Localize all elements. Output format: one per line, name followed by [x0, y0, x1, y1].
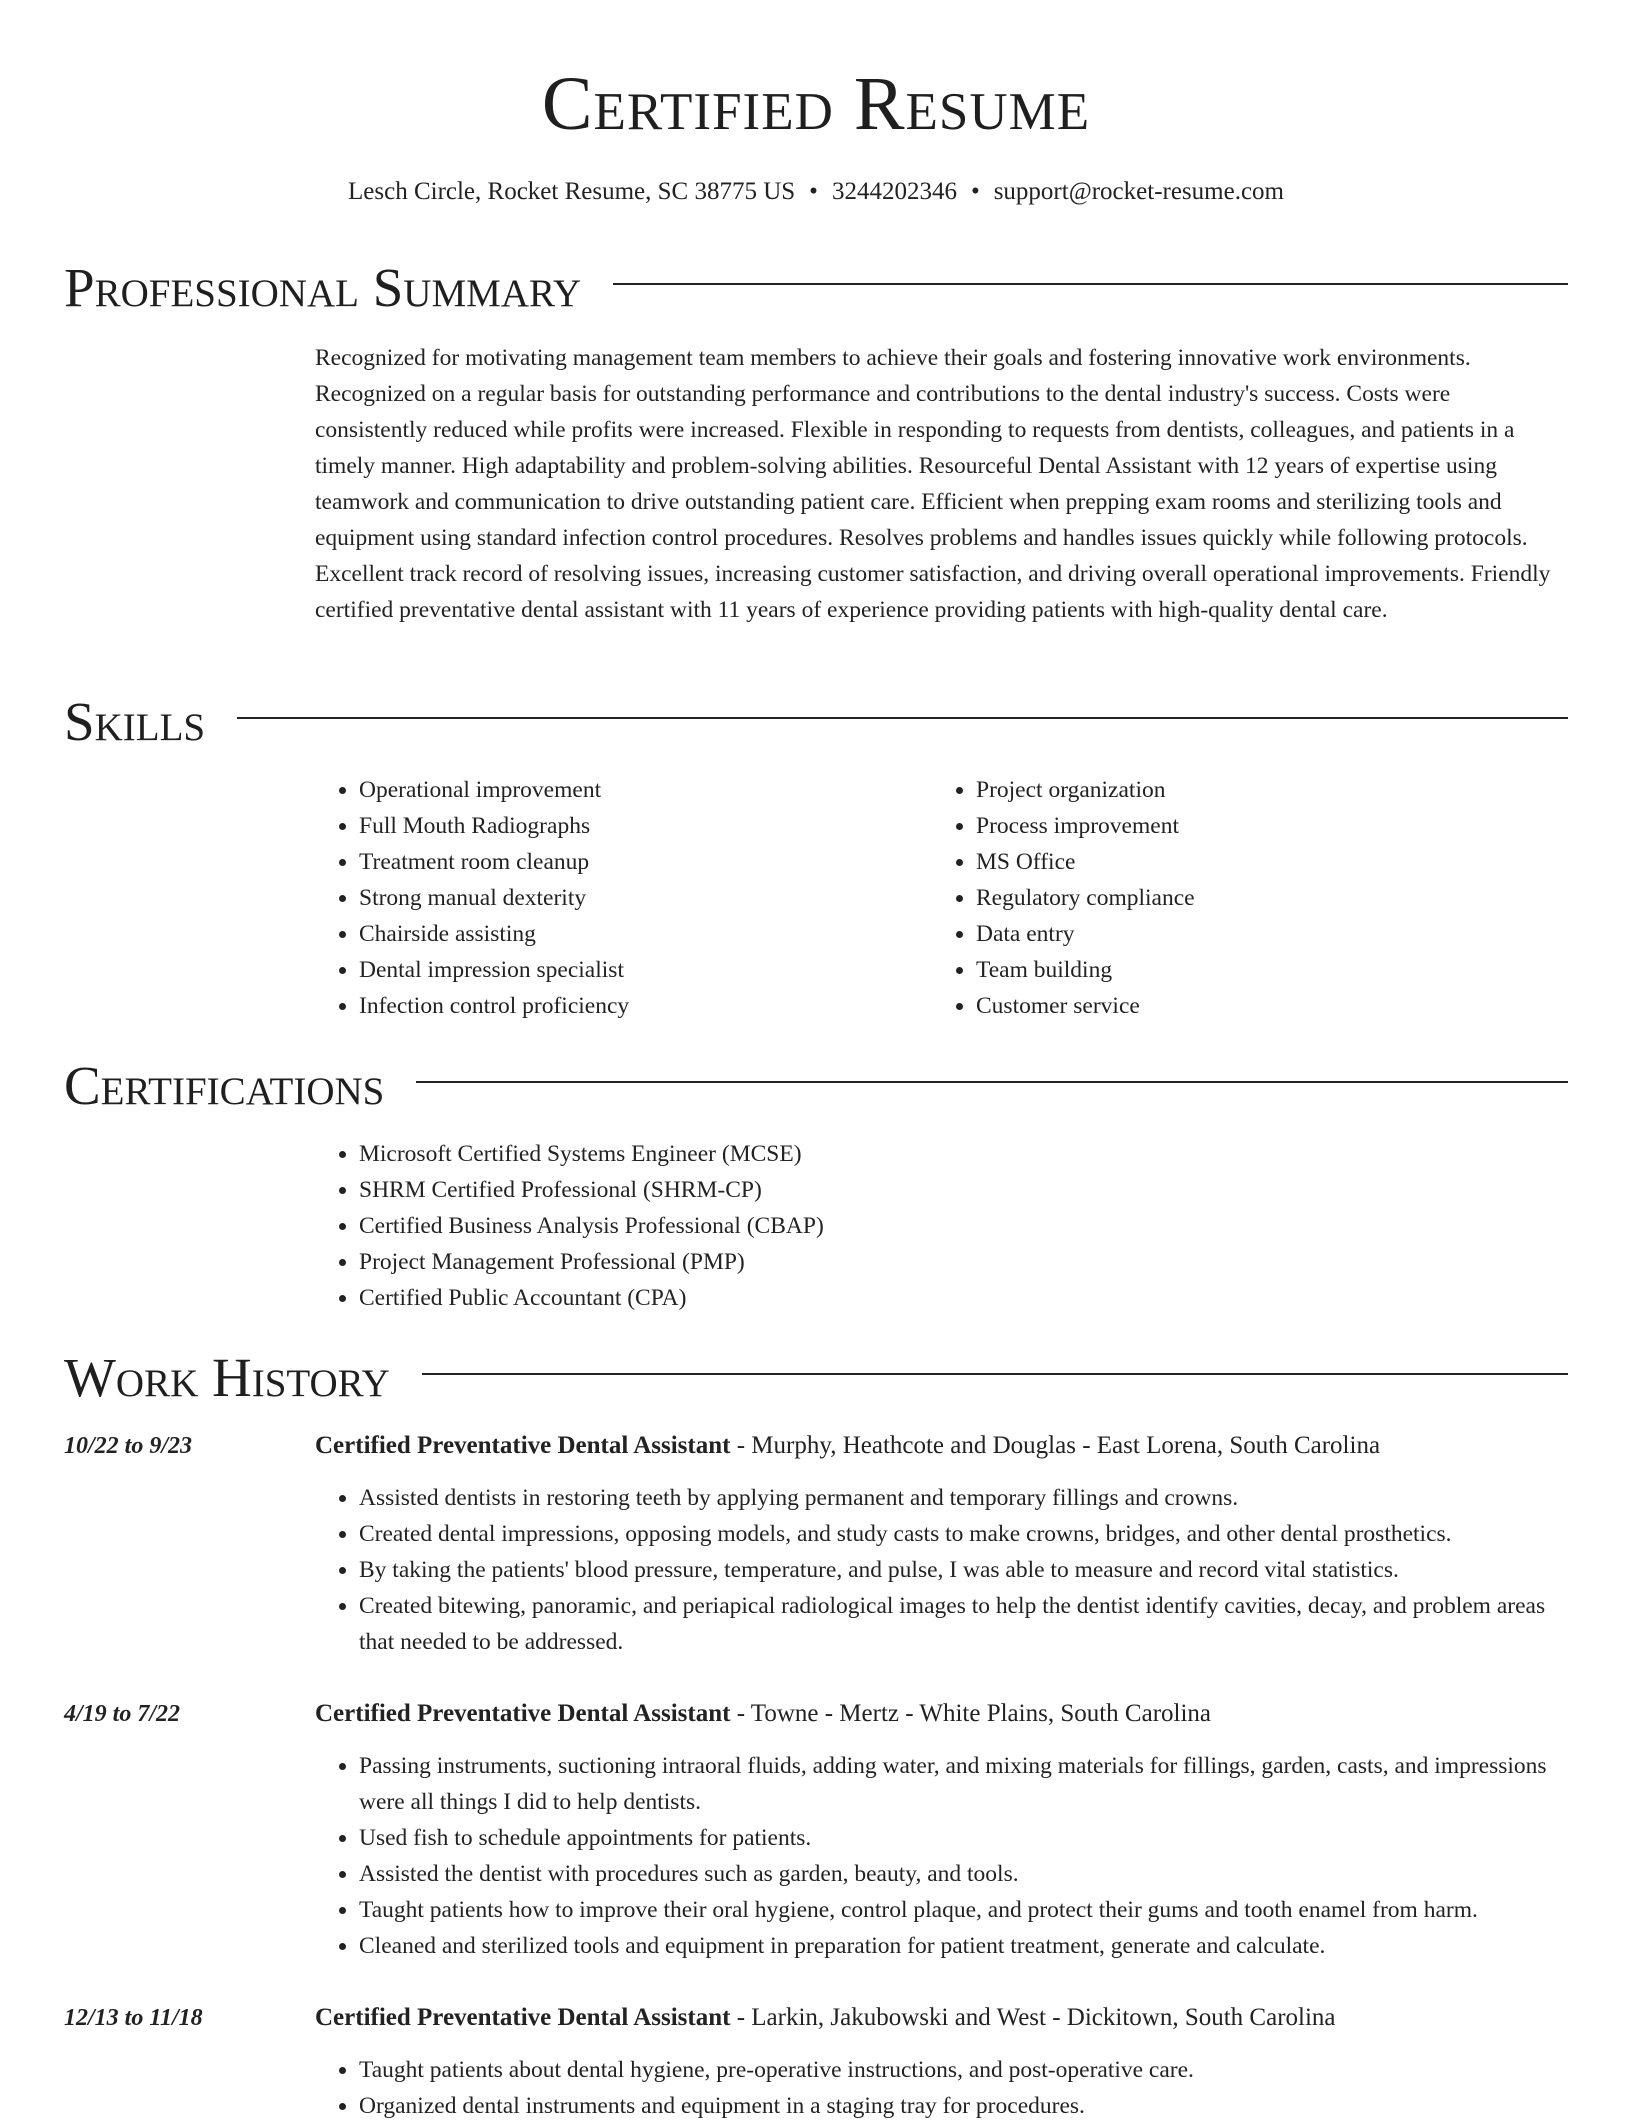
skill-item: • Operational improvement [359, 772, 629, 808]
job-bullet: • Created bitewing, panoramic, and periapical radiological images to help the dentist identify cavities, decay, and problem areas that needed to be addressed. [359, 1588, 1572, 1660]
job-title: Certified Preventative Dental Assistant [315, 1700, 731, 1727]
job-bullet: • Organized dental instruments and equipment in a staging tray for procedures. [359, 2088, 1572, 2124]
section-divider [613, 283, 1568, 285]
phone: 3244202346 [831, 178, 957, 205]
section-title: Skills [64, 691, 206, 752]
job-bullets [315, 2052, 1572, 2124]
skills-list [315, 772, 629, 1024]
job-bullet: • By taking the patients' blood pressure, temperature, and pulse, I was able to measure and record vital statistics. [359, 1552, 1572, 1588]
skill-item: • Infection control proficiency [359, 988, 629, 1024]
section-header-skills [64, 692, 1568, 752]
skill-item: • Data entry [976, 916, 1195, 952]
job-bullets [315, 1480, 1572, 1660]
skills-left-column [315, 772, 629, 1024]
certifications-list [315, 1136, 824, 1316]
job-employer: - Murphy, Heathcote and Douglas - East Lorena, South Carolina [730, 1432, 1381, 1459]
skill-item: • Process improvement [976, 808, 1195, 844]
address: Lesch Circle, Rocket Resume, SC 38775 US [348, 178, 796, 205]
job-heading [315, 1696, 1211, 1732]
section-title: Professional Summary [64, 257, 582, 318]
skill-item: • Treatment room cleanup [359, 844, 629, 880]
section-title: Work History [64, 1347, 390, 1408]
certification-item: • SHRM Certified Professional (SHRM-CP) [359, 1172, 824, 1208]
certification-item: • Certified Business Analysis Professional (CBAP) [359, 1208, 824, 1244]
skill-item: • Strong manual dexterity [359, 880, 629, 916]
job-bullets [315, 1748, 1572, 1964]
candidate-name: Certified Resume [541, 62, 1091, 146]
contact-line [0, 176, 1632, 208]
job-heading [315, 2000, 1336, 2036]
job-dates: 4/19 to 7/22 [64, 1701, 181, 1727]
skill-item: • Chairside assisting [359, 916, 629, 952]
job-bullet: • Assisted dentists in restoring teeth by applying permanent and temporary fillings and crowns. [359, 1480, 1572, 1516]
job-heading [315, 1428, 1380, 1464]
section-header-summary [64, 258, 1568, 318]
summary-text: Recognized for motivating management team members to achieve their goals and fostering innovative work environments. Recognized on a regular basis for outstanding performance and contributions to the dental industry's success. Costs were consistently reduced while profits were increased. Flexible in responding to requests from dentists, colleagues, and patients in a timely manner. High adaptability and problem-solving abilities. Resourceful Dental Assistant with 12 years of expertise using teamwork and communication to drive outstanding patient care. Efficient when prepping exam rooms and sterilizing tools and equipment using standard infection control procedures. Resolves problems and handles issues quickly while following protocols. Excellent track record of resolving issues, increasing customer satisfaction, and driving overall operational improvements. Friendly certified preventative dental assistant with 11 years of experience providing patients with high-quality dental care. [315, 345, 1551, 623]
job-employer: - Towne - Mertz - White Plains, South Carolina [730, 1700, 1212, 1727]
job-bullet: • Assisted the dentist with procedures such as garden, beauty, and tools. [359, 1856, 1572, 1892]
job-employer: - Larkin, Jakubowski and West - Dickitown, South Carolina [730, 2004, 1336, 2031]
certification-item: • Certified Public Accountant (CPA) [359, 1280, 824, 1316]
skill-item: • Full Mouth Radiographs [359, 808, 629, 844]
job-bullet: • Created dental impressions, opposing models, and study casts to make crowns, bridges, and other dental prosthetics. [359, 1516, 1572, 1552]
certification-item: • Microsoft Certified Systems Engineer (MCSE) [359, 1136, 824, 1172]
section-divider [416, 1081, 1568, 1083]
skill-item: • Customer service [976, 988, 1195, 1024]
separator: • [970, 178, 980, 205]
job-bullet: • Taught patients how to improve their oral hygiene, control plaque, and protect their gums and tooth enamel from harm. [359, 1892, 1572, 1928]
job-bullet: • Cleaned and sterilized tools and equipment in preparation for patient treatment, generate and calculate. [359, 1928, 1572, 1964]
skills-right-column [932, 772, 1195, 1024]
email-link[interactable]: support@rocket-resume.com [993, 178, 1284, 205]
skill-item: • Dental impression specialist [359, 952, 629, 988]
certification-item: • Project Management Professional (PMP) [359, 1244, 824, 1280]
certifications-block [315, 1136, 824, 1316]
job-bullet: • Taught patients about dental hygiene, pre-operative instructions, and post-operative care. [359, 2052, 1572, 2088]
job-title: Certified Preventative Dental Assistant [315, 2004, 731, 2031]
job-title: Certified Preventative Dental Assistant [315, 1432, 731, 1459]
skill-item: • Regulatory compliance [976, 880, 1195, 916]
section-header-certifications [64, 1056, 1568, 1116]
section-title: Certifications [64, 1055, 385, 1116]
job-bullet: • Passing instruments, suctioning intraoral fluids, adding water, and mixing materials for fillings, garden, casts, and impressions were all things I did to help dentists. [359, 1748, 1572, 1820]
skills-list [932, 772, 1195, 1024]
section-header-work-history [64, 1348, 1568, 1408]
job-dates: 12/13 to 11/18 [64, 2005, 203, 2031]
skill-item: • MS Office [976, 844, 1195, 880]
section-divider [422, 1373, 1568, 1375]
skill-item: • Project organization [976, 772, 1195, 808]
separator: • [809, 178, 818, 205]
skill-item: • Team building [976, 952, 1195, 988]
job-dates: 10/22 to 9/23 [64, 1433, 193, 1459]
job-bullet: • Used fish to schedule appointments for patients. [359, 1820, 1572, 1856]
section-divider [237, 717, 1568, 719]
